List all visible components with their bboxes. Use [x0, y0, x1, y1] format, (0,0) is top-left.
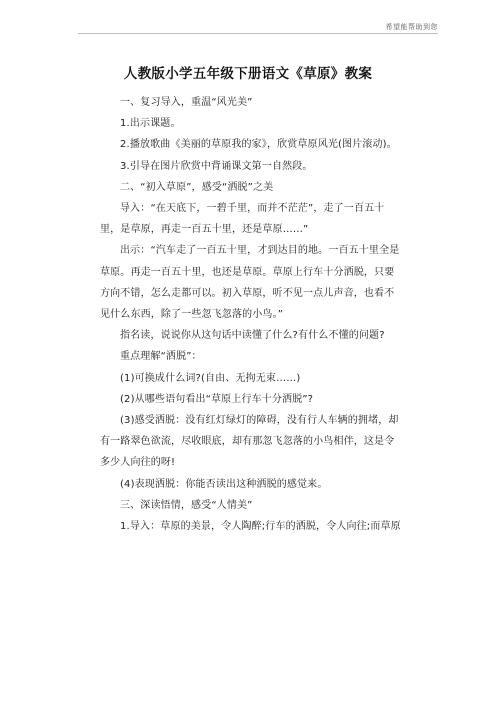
paragraph: 2.播放歌曲《美丽的草原我的家》，欣赏草原风光(图片滚动)。: [120, 139, 397, 151]
document-title: 人教版小学五年级下册语文《草原》教案: [123, 66, 373, 82]
paragraph: 1.导入：草原的美景，令人陶醉;行车的洒脱，令人向往;而草原: [120, 521, 401, 533]
paragraph: (1)可换成什么词?(自由、无拘无束……): [120, 372, 301, 384]
paragraph: 3.引导在图片欣赏中背诵课文第一自然段。: [120, 160, 313, 172]
paragraph: 导入：“在天底下，一碧千里，而并不茫茫”，走了一百五十里，是草原，再走一百五十里，还是草原……”: [100, 203, 385, 236]
paragraph: 重点理解“洒脱”：: [120, 351, 202, 363]
header-note: 希望能帮助到您: [385, 23, 438, 31]
paragraph: (4)表现洒脱：你能否读出这种洒脱的感觉来。: [120, 478, 328, 490]
paragraph: 出示：“汽车走了一百五十里，才到达目的地。一百五十里全是草原。再走一百五十里，也还是草原。草原上行车十分洒脱，只要方向不错，怎么走都可以。初入草原，听不见一点儿声音，也看不见什么东西，除了一些忽飞忽落的小鸟。”: [100, 245, 400, 321]
document-body: [100, 92, 404, 537]
section-heading-2: 二、“初入草原”，感受“洒脱”之美: [120, 181, 274, 193]
paragraph: (3)感受洒脱：没有红灯绿灯的障碍，没有行人车辆的拥堵，却有一路翠色欲流，尽收眼底，却有那忽飞忽落的小鸟相伴，这是令多少人向往的呀!: [100, 415, 399, 469]
paragraph: (2)从哪些语句看出“草原上行车十分洒脱”?: [120, 393, 314, 405]
header-divider: [78, 33, 438, 34]
section-heading-3: 三、深读悟情，感受“人情美”: [120, 499, 253, 511]
paragraph: 指名读，说说你从这句话中读懂了什么?有什么不懂的问题?: [120, 330, 385, 342]
paragraph: 1.出示课题。: [120, 118, 181, 130]
section-heading-1: 一、复习导入，重温“风光美”: [120, 97, 253, 108]
